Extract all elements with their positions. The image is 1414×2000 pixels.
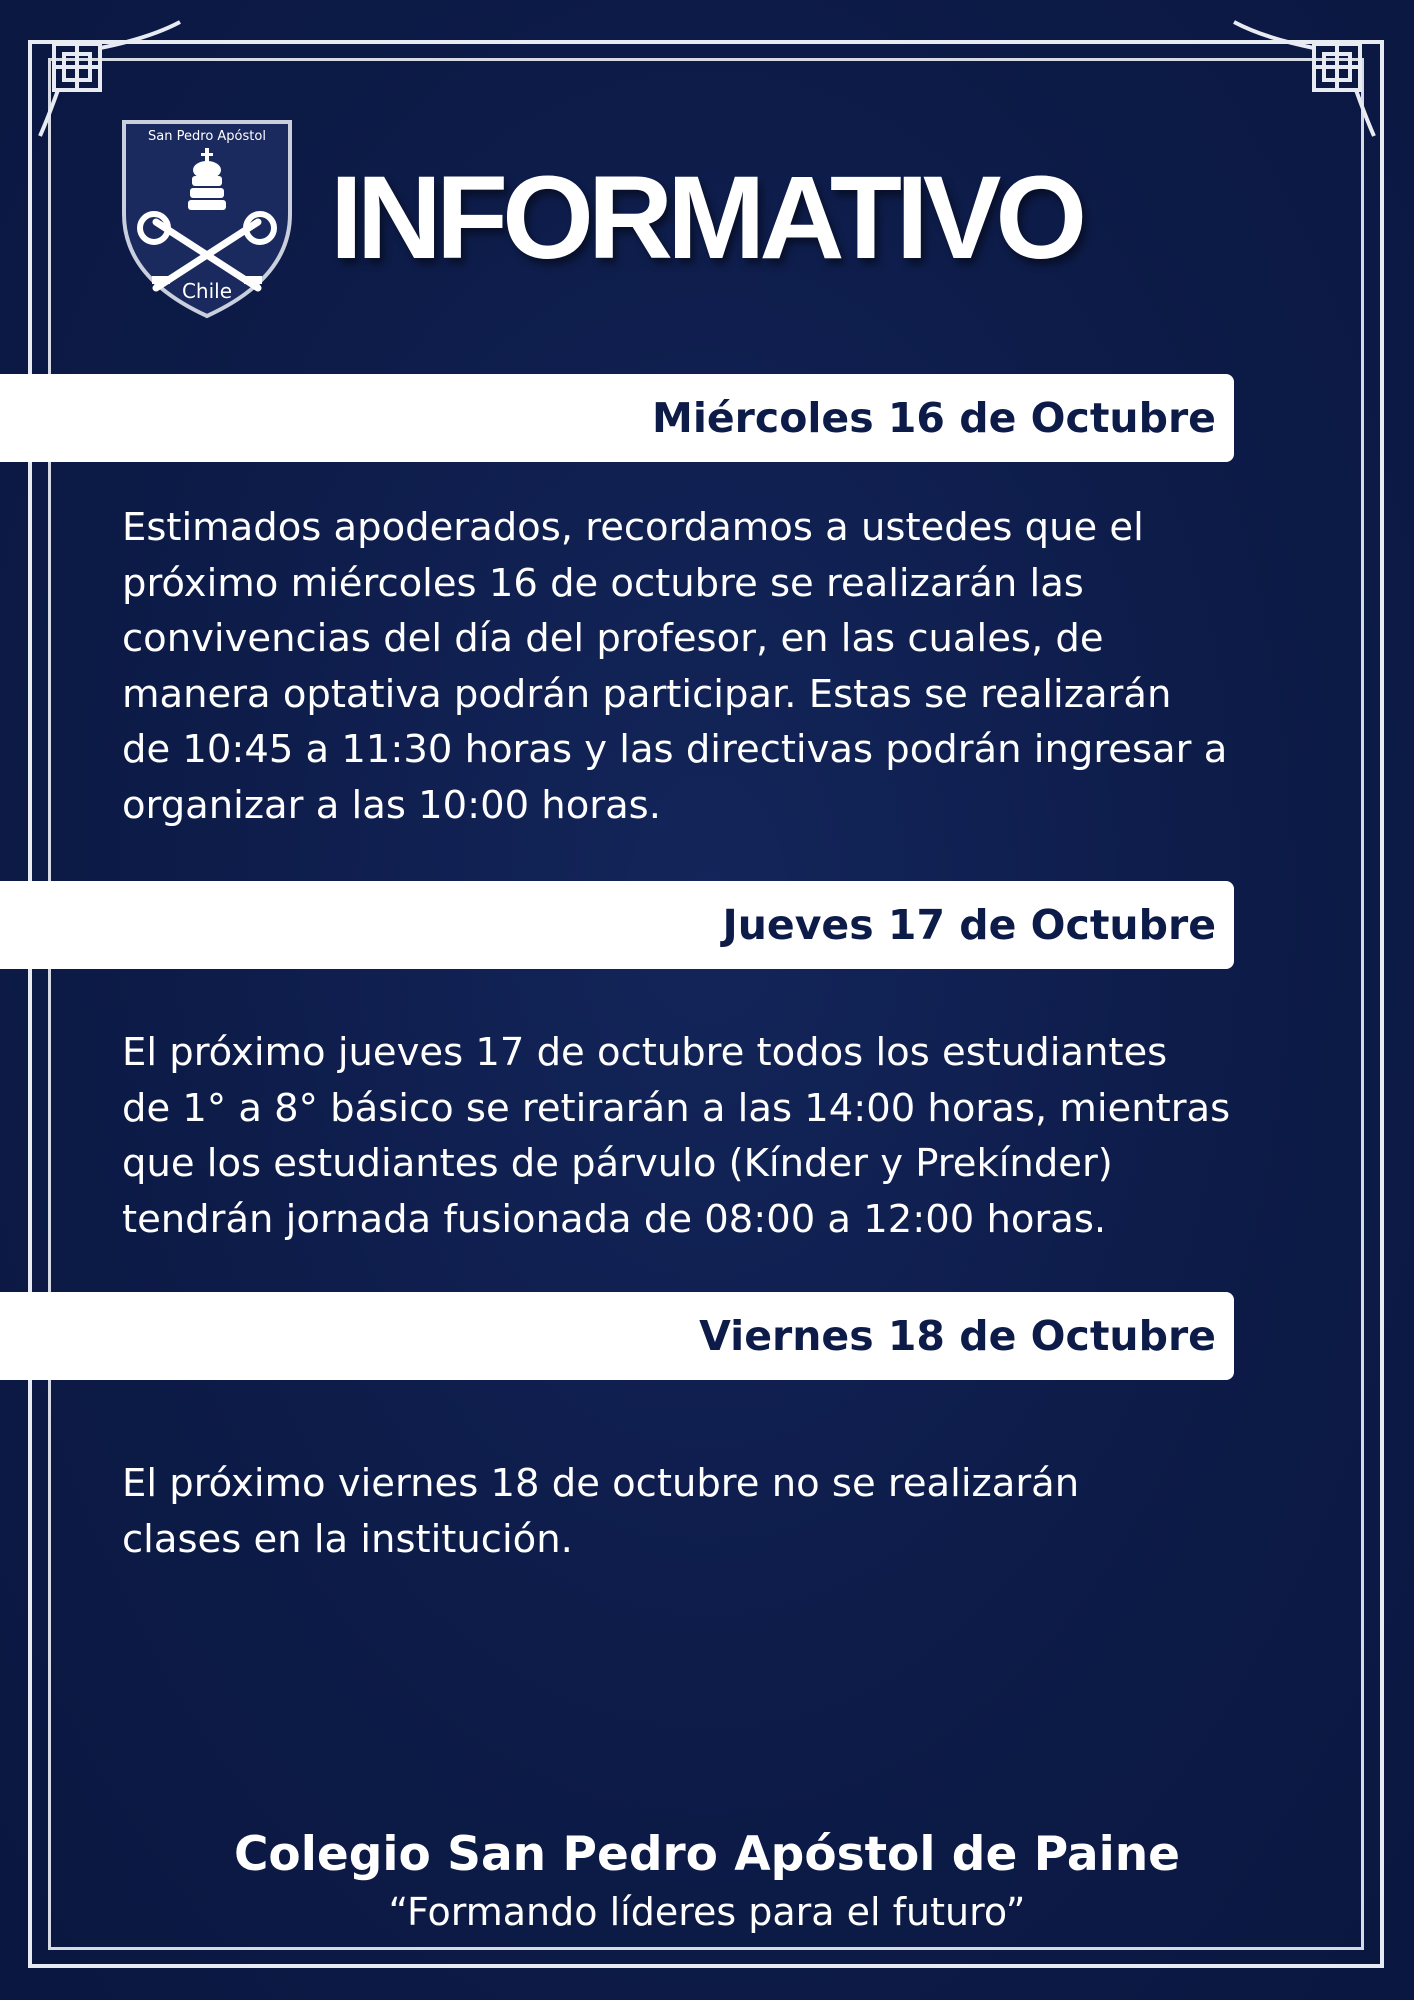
section-text-friday [122,1456,1302,1567]
corner-ornament-icon [1224,18,1384,138]
text-line: próximo miércoles 16 de octubre se realizarán las [122,560,1084,606]
text-line: tendrán jornada fusionada de 08:00 a 12:00 horas. [122,1196,1107,1242]
text-line: clases en la institución. [122,1516,573,1562]
footer-motto: “Formando líderes para el futuro” [388,1890,1026,1934]
section-text-wednesday [122,500,1302,833]
crest-bottom-text: Chile [181,279,233,303]
text-line: El próximo viernes 18 de octubre no se realizarán [122,1461,1080,1506]
text-line: de 1° a 8° básico se retirarán a las 14:00 horas, mientras [122,1085,1231,1131]
text-line: convivencias del día del profesor, en las cuales, de [122,616,1104,661]
text-line: que los estudiantes de párvulo (Kínder y Prekínder) [122,1141,1113,1186]
date-banner-label: Viernes 18 de Octubre [699,1312,1216,1360]
date-banner-thursday [0,881,1234,969]
date-banner-friday [0,1292,1234,1380]
school-crest-logo [118,118,296,320]
date-banner-wednesday [0,374,1234,462]
date-banner-label: Jueves 17 de Octubre [722,901,1216,949]
crest-arc-text: San Pedro Apóstol [148,129,266,144]
text-line: Estimados apoderados, recordamos a ustedes que el [122,505,1144,550]
page-title: INFORMATIVO [330,152,1082,284]
text-line: de 10:45 a 11:30 horas y las directivas podrán ingresar a [122,727,1228,772]
text-line: El próximo jueves 17 de octubre todos los estudiantes [122,1030,1168,1075]
text-line: organizar a las 10:00 horas. [122,782,661,828]
text-line: manera optativa podrán participar. Estas se realizarán [122,671,1172,717]
section-text-thursday [122,1025,1302,1247]
footer-school-name: Colegio San Pedro Apóstol de Paine [233,1827,1181,1882]
date-banner-label: Miércoles 16 de Octubre [652,394,1216,442]
inner-frame [48,58,1364,1950]
